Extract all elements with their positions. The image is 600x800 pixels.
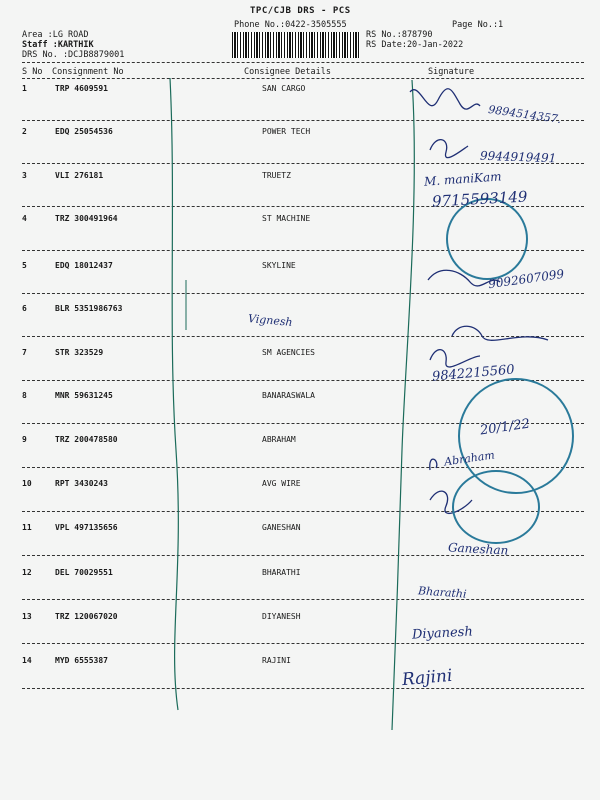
col-consignee: Consignee Details [244, 67, 331, 77]
handwritten-name: Diyanesh [411, 624, 474, 643]
handwritten-name: M. maniKam [423, 169, 502, 189]
vertical-ink-line-left [170, 78, 178, 710]
signature-9-mark [430, 459, 437, 470]
rs-number: RS No.:878790 [366, 30, 433, 40]
row-consignee: BHARATHI [262, 568, 301, 577]
row-consignment: MYD 6555387 [55, 656, 108, 665]
row-consignment: STR 323529 [55, 348, 104, 357]
signature-7 [430, 350, 480, 367]
row-consignment: DEL 70029551 [55, 568, 113, 577]
rs-date: RS Date:20-Jan-2022 [366, 40, 464, 50]
row-consignee: DIYANESH [262, 612, 301, 621]
row-consignee: AVG WIRE [262, 479, 301, 488]
col-consignment: Consignment No [52, 67, 124, 77]
row-sno: 4 [22, 214, 27, 223]
row-sno: 11 [22, 523, 32, 532]
row-sno: 12 [22, 568, 32, 577]
handwritten-phone: 9894514357. [487, 102, 563, 127]
row-consignee: POWER TECH [262, 127, 311, 136]
handwritten-name: Bharathi [417, 584, 467, 601]
row-consignment: EDQ 25054536 [55, 127, 113, 136]
row-consignment: VPL 497135656 [55, 523, 118, 532]
row-consignee: ABRAHAM [262, 435, 296, 444]
row-consignee: RAJINI [262, 656, 291, 665]
handwritten-name: Vignesh [247, 312, 294, 329]
handwritten-phone: 9715593149 [431, 187, 528, 211]
handwritten-name: Ganeshan [447, 540, 509, 558]
phone-number: Phone No.:0422-3505555 [234, 20, 347, 30]
staff-label: Staff :KARTHIK [22, 40, 94, 50]
document-title: TPC/CJB DRS - PCS [250, 6, 351, 16]
handwritten-name: Abraham [443, 448, 496, 469]
row-sno: 5 [22, 261, 27, 270]
row-sno: 6 [22, 304, 27, 313]
row-consignment: TRZ 120067020 [55, 612, 118, 621]
handwritten-date: 20/1/22 [479, 416, 531, 439]
row-sno: 8 [22, 391, 27, 400]
handwritten-phone: 9842215560 [431, 362, 516, 385]
page-number: Page No.:1 [452, 20, 504, 30]
row-consignment: BLR 5351986763 [55, 304, 123, 313]
company-stamp [446, 198, 528, 280]
company-stamp [452, 470, 540, 544]
row-consignment: TRZ 300491964 [55, 214, 118, 223]
row-sno: 9 [22, 435, 27, 444]
row-consignment: TRP 4609591 [55, 84, 108, 93]
row-consignee: BANARASWALA [262, 391, 315, 400]
col-sno: S No [22, 67, 43, 77]
row-sno: 13 [22, 612, 32, 621]
row-consignee: SAN CARGO [262, 84, 306, 93]
row-sno: 14 [22, 656, 32, 665]
col-signature: Signature [428, 67, 475, 77]
drs-number: DRS No. :DCJB8879001 [22, 50, 125, 60]
row-sno: 7 [22, 348, 27, 357]
row-consignee: GANESHAN [262, 523, 301, 532]
row-consignment: VLI 276181 [55, 171, 104, 180]
row-consignment: MNR 59631245 [55, 391, 113, 400]
row-sno: 10 [22, 479, 32, 488]
handwritten-phone: 9944919491 [479, 148, 557, 166]
row-sno: 2 [22, 127, 27, 136]
row-consignee: TRUETZ [262, 171, 291, 180]
row-consignment: EDQ 18012437 [55, 261, 113, 270]
signature-6 [452, 326, 548, 340]
row-consignment: TRZ 200478580 [55, 435, 118, 444]
row-consignee: ST MACHINE [262, 214, 311, 223]
row-sno: 3 [22, 171, 27, 180]
row-consignee: SKYLINE [262, 261, 296, 270]
signature-1 [410, 89, 480, 109]
row-consignee: SM AGENCIES [262, 348, 315, 357]
handwritten-phone: 9092607099 [487, 266, 565, 292]
area-label: Area :LG ROAD [22, 30, 89, 40]
row-consignment: RPT 3430243 [55, 479, 108, 488]
row-sno: 1 [22, 84, 27, 93]
handwritten-name: Rajini [401, 665, 454, 691]
signature-2 [430, 140, 468, 158]
